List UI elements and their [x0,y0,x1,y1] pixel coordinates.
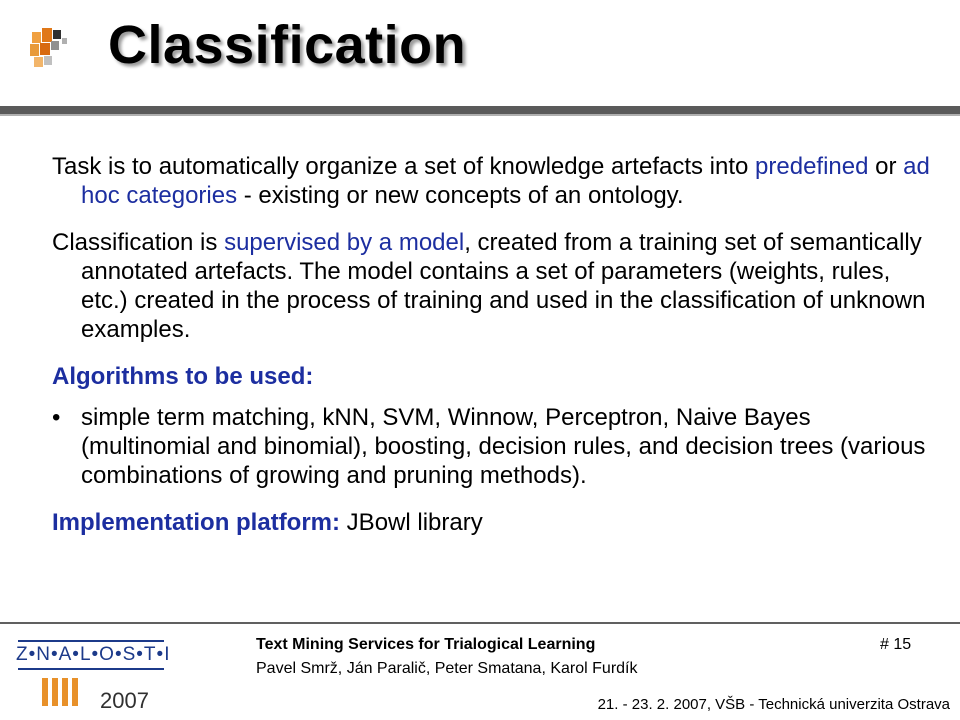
paragraph-classification [52,228,932,344]
title-divider [0,106,960,114]
paragraph-task [52,152,932,210]
highlight-supervised: supervised by a model [224,229,465,256]
implementation-value: JBowl library [340,509,483,536]
para2-text-2: , created from a training set of semantically annotated artefacts. The model contains a set of parameters (weights, rules, etc.) created in the process of training and used in the classification of unknown examples. [81,229,926,343]
logo-year: 2007 [100,688,149,713]
footer-divider [0,622,960,624]
para1-text-3: - existing or new concepts of an ontology. [237,182,684,209]
footer-title: Text Mining Services for Trialogical Learning [256,636,596,653]
footer-date-venue: 21. - 23. 2. 2007, VŠB - Technická univerzita Ostrava [597,696,950,713]
logo-text: Z•N•A•L•O•S•T•I [16,644,171,665]
para2-text-1: Classification is [52,229,225,256]
bullet-dot: • [52,404,61,431]
slide-logo-icon [22,24,78,80]
para1-text-1: Task is to automatically organize a set of knowledge artefacts into [52,153,756,180]
para1-text-2: or [868,153,904,180]
highlight-ad-hoc-categories: ad hoc categories [81,153,930,209]
algorithms-list-text: simple term matching, kNN, SVM, Winnow, Perceptron, Naive Bayes (multinomial and binomial), boosting, decision rules, and decision trees (various combinations of growing and pruning methods). [81,404,926,489]
highlight-predefined: predefined [755,153,869,180]
title-divider-shadow [0,114,960,116]
algorithms-heading: Algorithms to be used: [52,363,314,390]
implementation-label: Implementation platform: [52,509,341,536]
implementation-line [52,508,932,537]
znalosti-logo [12,628,172,714]
page-number: # 15 [880,636,912,653]
algorithms-bullet [52,403,932,490]
footer-authors: Pavel Smrž, Ján Paralič, Peter Smatana, Karol Furdík [256,660,638,677]
slide-title: Classification [108,15,467,75]
slide-body [52,152,932,537]
